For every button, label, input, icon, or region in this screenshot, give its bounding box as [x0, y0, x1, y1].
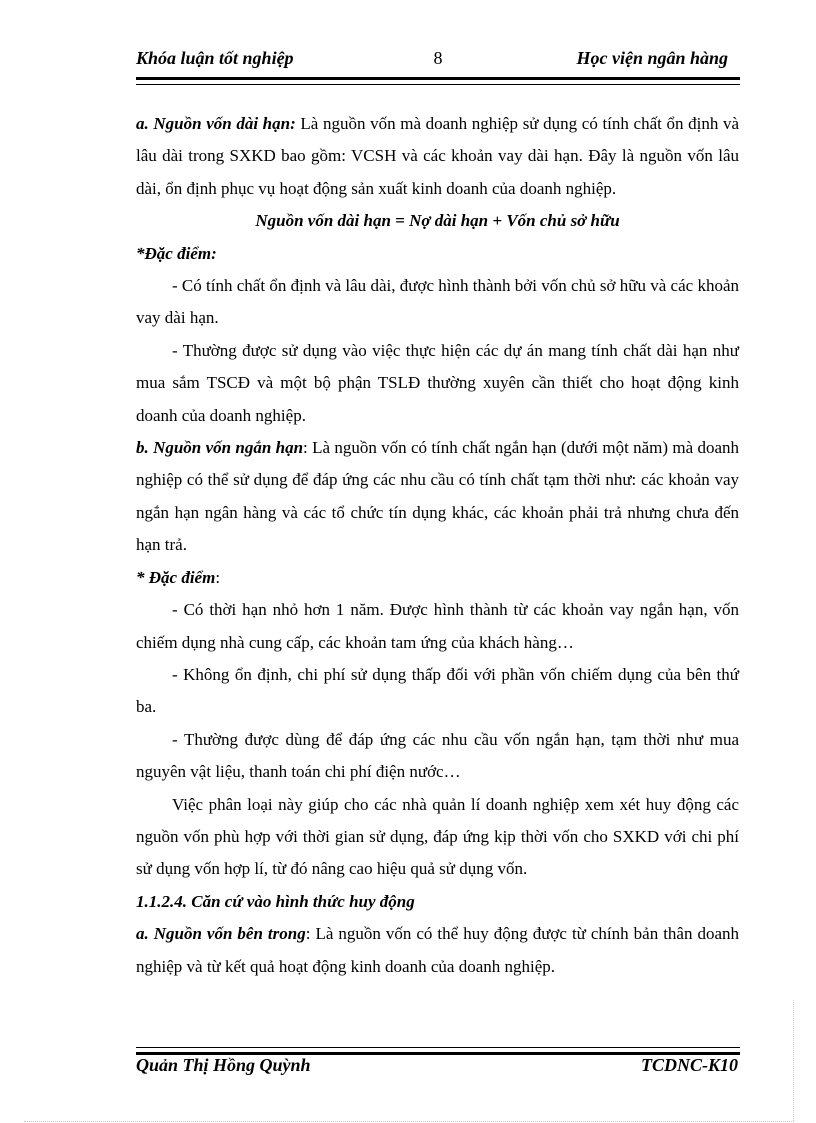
page-edge-border-right [793, 1000, 794, 1121]
bullet-item: - Có thời hạn nhỏ hơn 1 năm. Được hình thành từ các khoản vay ngắn hạn, vốn chiếm dụng nhà cung cấp, các khoản tam ứng của khách hàng… [136, 600, 739, 652]
formula-long-term-capital: Nguồn vốn dài hạn = Nợ dài hạn + Vốn chủ sở hữu [255, 211, 620, 231]
characteristics-heading-2: * Đặc điểm: [136, 567, 221, 587]
definition-short-term-capital: : Là nguồn vốn có tính chất ngắn hạn (dưới một năm) mà doanh nghiệp có thể sử dụng để đáp ứng các nhu cầu có tính chất tạm thời như: các khoản vay ngắn hạn ngân hàng và các tổ chức tín dụng khác, các khoản phải trả nhưng chưa đến hạn trả. [136, 438, 739, 555]
page-number: 8 [433, 48, 443, 68]
bullet-item: - Không ổn định, chi phí sử dụng thấp đối với phần vốn chiếm dụng của bên thứ ba. [136, 664, 739, 717]
bullet-item: - Có tính chất ổn định và lâu dài, được hình thành bởi vốn chủ sở hữu và các khoản vay dài hạn. [136, 276, 739, 328]
bullet-item: - Thường được dùng để đáp ứng các nhu cầu vốn ngắn hạn, tạm thời như mua nguyên vật liệu, thanh toán chi phí điện nước… [136, 729, 739, 782]
definition-long-term-capital: Là nguồn vốn mà doanh nghiệp sử dụng có tính chất ổn định và lâu dài trong SXKD bao gồm: VCSH và các khoản vay dài hạn. Đây là nguồn vốn lâu dài, ổn định phục vụ hoạt động sản xuất kinh doanh của doanh nghiệp. [136, 114, 740, 198]
page-header [136, 48, 740, 72]
definition-internal-capital: : Là nguồn vốn có thể huy động được từ chính bản thân doanh nghiệp và từ kết quả hoạt động kinh doanh của doanh nghiệp. [136, 924, 740, 976]
header-rule [136, 77, 740, 85]
paragraph-classification-summary: Việc phân loại này giúp cho các nhà quản lí doanh nghiệp xem xét huy động các nguồn vốn phù hợp với thời gian sử dụng, đáp ứng kịp thời vốn cho SXKD với chi phí sử dụng vốn hợp lí, từ đó nâng cao hiệu quả sử dụng vốn. [136, 794, 739, 879]
footer-class-code: TCDNC-K10 [640, 1055, 738, 1075]
page-edge-border [24, 1121, 794, 1122]
characteristics-heading-1: *Đặc điểm: [136, 243, 217, 263]
document-body [136, 108, 739, 983]
term-long-term-capital: a. Nguồn vốn dài hạn: [136, 114, 296, 133]
paragraph-internal-capital [136, 918, 739, 983]
bullet-item: - Thường được sử dụng vào việc thực hiện các dự án mang tính chất dài hạn như mua sắm TSCĐ và một bộ phận TSLĐ thường xuyên cần thiết cho hoạt động kinh doanh của doanh nghiệp. [136, 340, 739, 425]
term-internal-capital: a. Nguồn vốn bên trong [136, 924, 306, 944]
footer-rule [136, 1047, 740, 1055]
page-footer [136, 1055, 740, 1079]
section-heading: 1.1.2.4. Căn cứ vào hình thức huy động [136, 891, 415, 911]
paragraph-short-term-capital [136, 432, 739, 562]
paragraph-long-term-capital [136, 108, 739, 205]
term-short-term-capital: b. Nguồn vốn ngắn hạn [136, 438, 304, 458]
footer-author: Quản Thị Hồng Quỳnh [136, 1055, 311, 1075]
header-institution: Học viện ngân hàng [576, 48, 728, 68]
header-thesis-title: Khóa luận tốt nghiệp [136, 48, 294, 68]
